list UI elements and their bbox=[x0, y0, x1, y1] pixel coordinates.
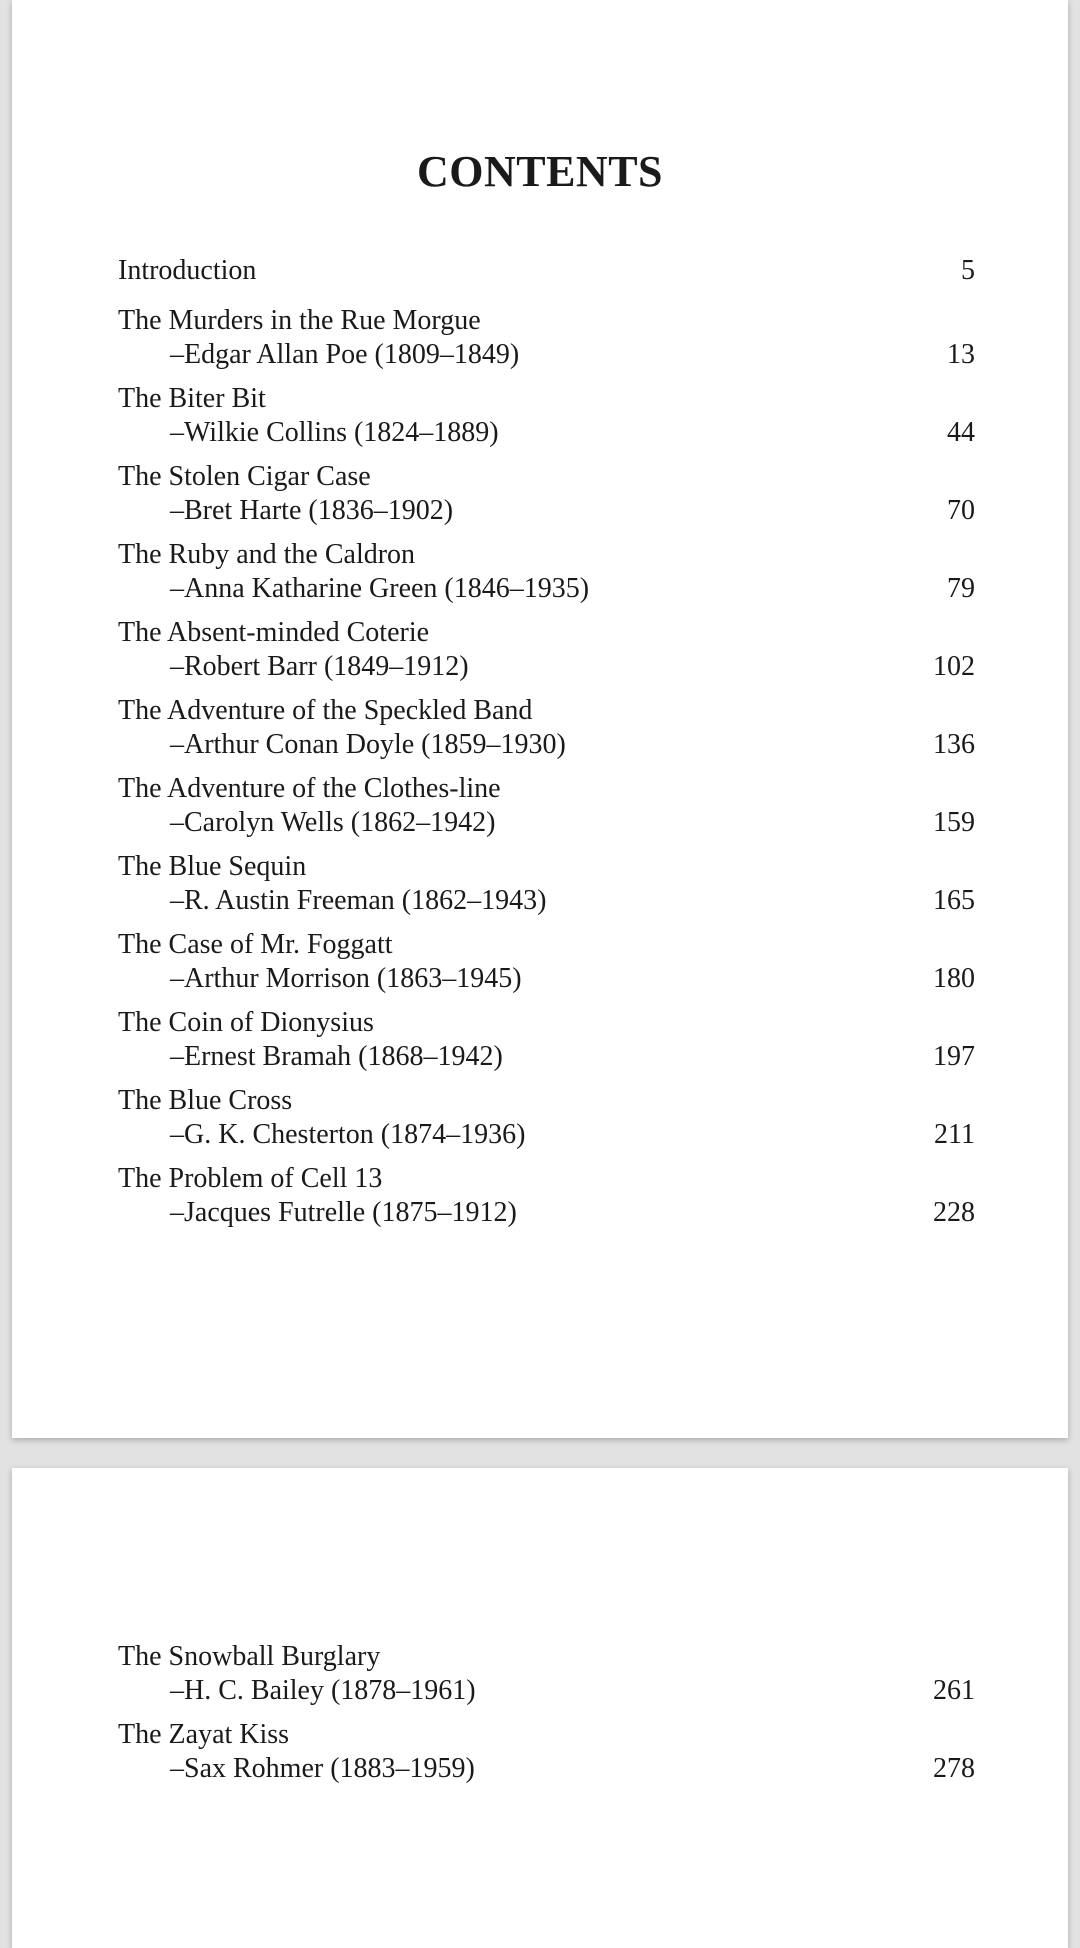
toc-entry-title: The Problem of Cell 13 bbox=[118, 1163, 383, 1194]
toc-entry-page-number: 180 bbox=[933, 963, 975, 994]
toc-entry-title: The Zayat Kiss bbox=[118, 1719, 290, 1750]
document-page-2 bbox=[12, 1468, 1068, 1948]
table-of-contents-continued bbox=[118, 1640, 975, 1796]
toc-entry-page-number: 165 bbox=[933, 885, 975, 916]
toc-entry-page-number: 228 bbox=[933, 1197, 975, 1228]
toc-entry[interactable] bbox=[118, 850, 975, 918]
toc-entry[interactable] bbox=[118, 382, 975, 450]
toc-entry-author: –Ernest Bramah (1868–1942) bbox=[170, 1041, 503, 1072]
toc-entry-author: –Jacques Futrelle (1875–1912) bbox=[170, 1197, 517, 1228]
toc-entry-title: The Absent-minded Coterie bbox=[118, 617, 430, 648]
toc-entry-title: The Blue Cross bbox=[118, 1085, 293, 1116]
toc-entry-page-number: 13 bbox=[947, 339, 975, 370]
toc-entry-author: –Anna Katharine Green (1846–1935) bbox=[170, 573, 590, 604]
toc-entry-author: –Bret Harte (1836–1902) bbox=[170, 495, 454, 526]
toc-entry[interactable] bbox=[118, 772, 975, 840]
toc-entry-author: –R. Austin Freeman (1862–1943) bbox=[170, 885, 547, 916]
toc-entry-title: The Biter Bit bbox=[118, 383, 266, 414]
toc-entry-author: –Carolyn Wells (1862–1942) bbox=[170, 807, 496, 838]
toc-entry-title: The Snowball Burglary bbox=[118, 1641, 381, 1672]
toc-entry-page-number: 197 bbox=[933, 1041, 975, 1072]
toc-entry-page-number: 261 bbox=[933, 1675, 975, 1706]
toc-entry[interactable] bbox=[118, 460, 975, 528]
toc-entry-author: –G. K. Chesterton (1874–1936) bbox=[170, 1119, 526, 1150]
toc-entry-page-number: 79 bbox=[947, 573, 975, 604]
toc-entry[interactable] bbox=[118, 1084, 975, 1152]
toc-entry[interactable] bbox=[118, 1640, 975, 1708]
toc-entry-author: –Arthur Morrison (1863–1945) bbox=[170, 963, 522, 994]
toc-entry-page-number: 102 bbox=[933, 651, 975, 682]
contents-heading: CONTENTS bbox=[416, 147, 664, 196]
toc-entry-author: –Sax Rohmer (1883–1959) bbox=[170, 1753, 475, 1784]
toc-entry[interactable] bbox=[118, 1162, 975, 1230]
toc-entry[interactable] bbox=[118, 538, 975, 606]
document-page-1 bbox=[12, 0, 1068, 1438]
toc-entry-page-number: 159 bbox=[933, 807, 975, 838]
toc-entry[interactable] bbox=[118, 694, 975, 762]
toc-entry[interactable] bbox=[118, 1006, 975, 1074]
toc-entry-title: The Stolen Cigar Case bbox=[118, 461, 371, 492]
toc-entry-author: –H. C. Bailey (1878–1961) bbox=[170, 1675, 476, 1706]
toc-entry-page-number: 70 bbox=[947, 495, 975, 526]
table-of-contents bbox=[118, 254, 975, 1240]
toc-entry-title: The Case of Mr. Foggatt bbox=[118, 929, 393, 960]
toc-entry[interactable] bbox=[118, 1718, 975, 1786]
toc-entry-author: –Edgar Allan Poe (1809–1849) bbox=[170, 339, 520, 370]
toc-entry-title: The Blue Sequin bbox=[118, 851, 307, 882]
toc-entry-page-number: 278 bbox=[933, 1753, 975, 1784]
toc-entry-title: The Murders in the Rue Morgue bbox=[118, 305, 481, 336]
toc-entry-title: The Adventure of the Speckled Band bbox=[118, 695, 533, 726]
toc-entry-title: Introduction bbox=[118, 255, 257, 286]
toc-entry-page-number: 136 bbox=[933, 729, 975, 760]
toc-entry-title: The Adventure of the Clothes-line bbox=[118, 773, 501, 804]
toc-entry[interactable] bbox=[118, 928, 975, 996]
toc-entry-author: –Robert Barr (1849–1912) bbox=[170, 651, 469, 682]
toc-entry[interactable] bbox=[118, 254, 975, 288]
toc-entry-title: The Coin of Dionysius bbox=[118, 1007, 374, 1038]
toc-entry-title: The Ruby and the Caldron bbox=[118, 539, 416, 570]
toc-entry-page-number: 5 bbox=[961, 255, 975, 286]
toc-entry-page-number: 44 bbox=[947, 417, 975, 448]
toc-entry[interactable] bbox=[118, 616, 975, 684]
toc-entry-author: –Arthur Conan Doyle (1859–1930) bbox=[170, 729, 566, 760]
toc-entry[interactable] bbox=[118, 304, 975, 372]
toc-entry-page-number: 211 bbox=[934, 1119, 975, 1150]
toc-entry-author: –Wilkie Collins (1824–1889) bbox=[170, 417, 499, 448]
